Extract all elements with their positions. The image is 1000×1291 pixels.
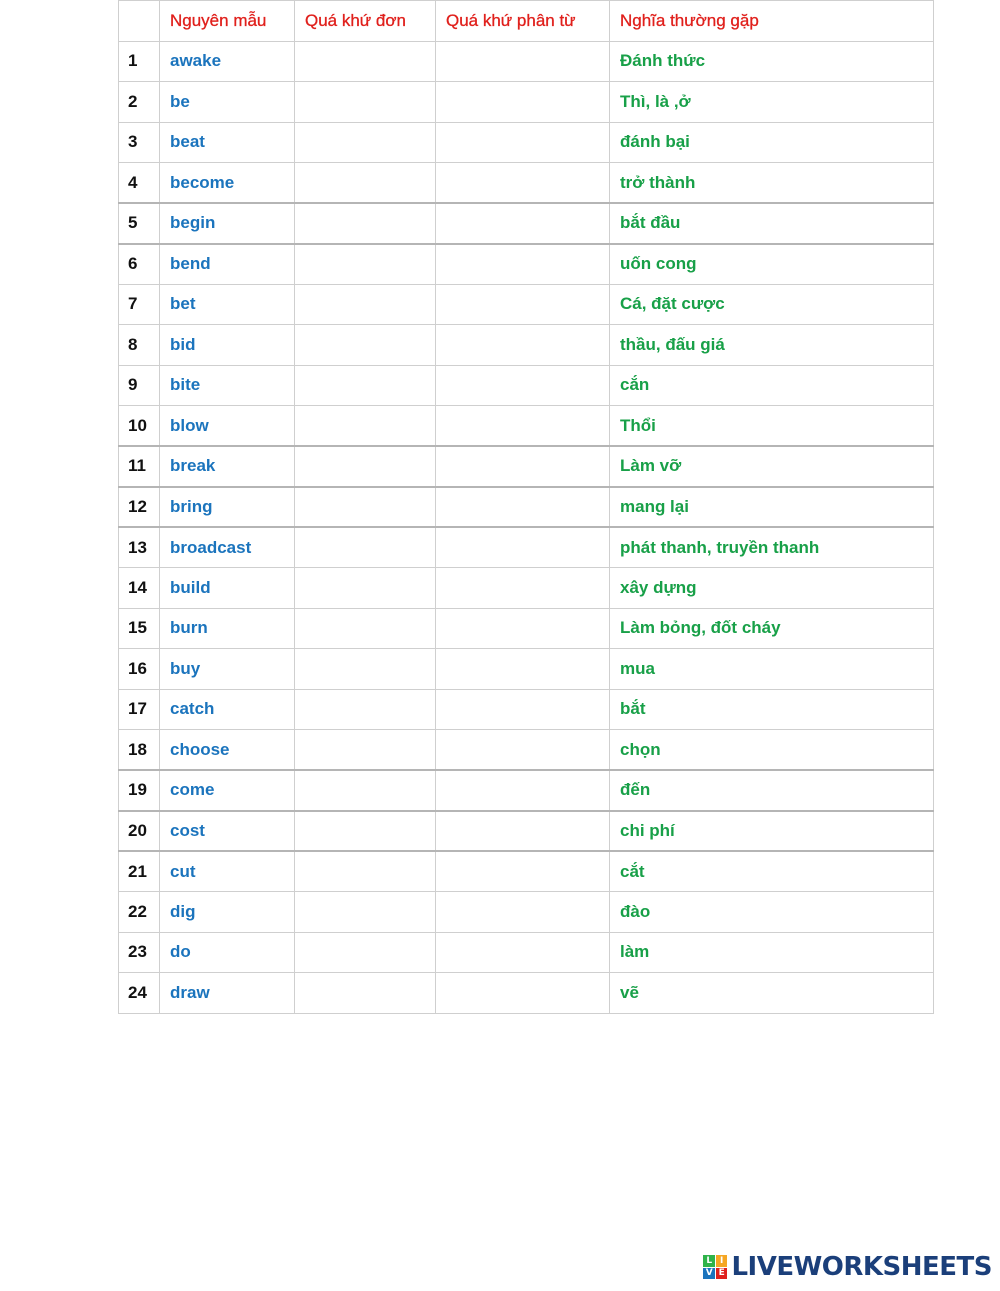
table-row bbox=[119, 122, 934, 163]
past-participle-input-cell[interactable] bbox=[436, 608, 610, 649]
table-row bbox=[119, 568, 934, 609]
base-form-cell: burn bbox=[160, 608, 295, 649]
row-number: 20 bbox=[119, 811, 160, 852]
base-form-cell: bite bbox=[160, 365, 295, 406]
past-simple-input-cell[interactable] bbox=[295, 608, 436, 649]
header-past-participle: Quá khứ phân từ bbox=[436, 1, 610, 42]
base-form-cell: beat bbox=[160, 122, 295, 163]
table-row bbox=[119, 325, 934, 366]
past-participle-input-cell[interactable] bbox=[436, 203, 610, 244]
past-participle-input-cell[interactable] bbox=[436, 568, 610, 609]
base-form-cell: bid bbox=[160, 325, 295, 366]
past-participle-input-cell[interactable] bbox=[436, 892, 610, 933]
base-form-cell: be bbox=[160, 82, 295, 123]
past-simple-input-cell[interactable] bbox=[295, 811, 436, 852]
table-row bbox=[119, 203, 934, 244]
base-form-cell: build bbox=[160, 568, 295, 609]
past-simple-input-cell[interactable] bbox=[295, 568, 436, 609]
past-participle-input-cell[interactable] bbox=[436, 527, 610, 568]
table-row bbox=[119, 244, 934, 285]
past-participle-input-cell[interactable] bbox=[436, 973, 610, 1014]
past-participle-input-cell[interactable] bbox=[436, 649, 610, 690]
row-number: 16 bbox=[119, 649, 160, 690]
past-simple-input-cell[interactable] bbox=[295, 406, 436, 447]
header-past-simple: Quá khứ đơn bbox=[295, 1, 436, 42]
table-row bbox=[119, 892, 934, 933]
table-row bbox=[119, 163, 934, 204]
past-participle-input-cell[interactable] bbox=[436, 122, 610, 163]
base-form-cell: choose bbox=[160, 730, 295, 771]
table-row bbox=[119, 649, 934, 690]
meaning-cell: xây dựng bbox=[610, 568, 934, 609]
meaning-cell: mua bbox=[610, 649, 934, 690]
past-participle-input-cell[interactable] bbox=[436, 851, 610, 892]
table-row bbox=[119, 82, 934, 123]
brand-text: LIVEWORKSHEETS bbox=[731, 1252, 992, 1282]
past-participle-input-cell[interactable] bbox=[436, 811, 610, 852]
row-number: 4 bbox=[119, 163, 160, 204]
base-form-cell: blow bbox=[160, 406, 295, 447]
past-simple-input-cell[interactable] bbox=[295, 122, 436, 163]
row-number: 19 bbox=[119, 770, 160, 811]
past-participle-input-cell[interactable] bbox=[436, 82, 610, 123]
meaning-cell: cắn bbox=[610, 365, 934, 406]
base-form-cell: become bbox=[160, 163, 295, 204]
past-participle-input-cell[interactable] bbox=[436, 487, 610, 528]
row-number: 11 bbox=[119, 446, 160, 487]
meaning-cell: vẽ bbox=[610, 973, 934, 1014]
row-number: 3 bbox=[119, 122, 160, 163]
past-simple-input-cell[interactable] bbox=[295, 244, 436, 285]
meaning-cell: Làm bỏng, đốt cháy bbox=[610, 608, 934, 649]
brand-icon-letter: I bbox=[716, 1255, 728, 1267]
past-participle-input-cell[interactable] bbox=[436, 689, 610, 730]
meaning-cell: chọn bbox=[610, 730, 934, 771]
meaning-cell: Thổi bbox=[610, 406, 934, 447]
header-num bbox=[119, 1, 160, 42]
table-row bbox=[119, 284, 934, 325]
past-simple-input-cell[interactable] bbox=[295, 730, 436, 771]
row-number: 12 bbox=[119, 487, 160, 528]
base-form-cell: cost bbox=[160, 811, 295, 852]
past-simple-input-cell[interactable] bbox=[295, 163, 436, 204]
past-simple-input-cell[interactable] bbox=[295, 932, 436, 973]
past-simple-input-cell[interactable] bbox=[295, 325, 436, 366]
meaning-cell: đến bbox=[610, 770, 934, 811]
brand-icon-letter: V bbox=[703, 1268, 715, 1280]
past-simple-input-cell[interactable] bbox=[295, 41, 436, 82]
table-row bbox=[119, 406, 934, 447]
meaning-cell: chi phí bbox=[610, 811, 934, 852]
past-simple-input-cell[interactable] bbox=[295, 649, 436, 690]
meaning-cell: Thì, là ,ở bbox=[610, 82, 934, 123]
meaning-cell: đánh bại bbox=[610, 122, 934, 163]
past-simple-input-cell[interactable] bbox=[295, 82, 436, 123]
past-simple-input-cell[interactable] bbox=[295, 770, 436, 811]
brand-icon-letter: E bbox=[716, 1268, 728, 1280]
past-participle-input-cell[interactable] bbox=[436, 41, 610, 82]
table-row bbox=[119, 689, 934, 730]
past-participle-input-cell[interactable] bbox=[436, 163, 610, 204]
meaning-cell: Làm vỡ bbox=[610, 446, 934, 487]
past-participle-input-cell[interactable] bbox=[436, 244, 610, 285]
past-participle-input-cell[interactable] bbox=[436, 770, 610, 811]
row-number: 18 bbox=[119, 730, 160, 771]
brand-icon-letter: L bbox=[703, 1255, 715, 1267]
table-row bbox=[119, 608, 934, 649]
past-simple-input-cell[interactable] bbox=[295, 973, 436, 1014]
row-number: 15 bbox=[119, 608, 160, 649]
meaning-cell: uốn cong bbox=[610, 244, 934, 285]
meaning-cell: bắt đầu bbox=[610, 203, 934, 244]
meaning-cell: Cá, đặt cược bbox=[610, 284, 934, 325]
base-form-cell: draw bbox=[160, 973, 295, 1014]
base-form-cell: bet bbox=[160, 284, 295, 325]
past-simple-input-cell[interactable] bbox=[295, 892, 436, 933]
row-number: 23 bbox=[119, 932, 160, 973]
past-simple-input-cell[interactable] bbox=[295, 487, 436, 528]
past-simple-input-cell[interactable] bbox=[295, 527, 436, 568]
table-row bbox=[119, 973, 934, 1014]
table-row bbox=[119, 41, 934, 82]
meaning-cell: cắt bbox=[610, 851, 934, 892]
base-form-cell: bring bbox=[160, 487, 295, 528]
row-number: 8 bbox=[119, 325, 160, 366]
past-participle-input-cell[interactable] bbox=[436, 365, 610, 406]
table-row bbox=[119, 770, 934, 811]
meaning-cell: mang lại bbox=[610, 487, 934, 528]
base-form-cell: break bbox=[160, 446, 295, 487]
meaning-cell: Đánh thức bbox=[610, 41, 934, 82]
past-simple-input-cell[interactable] bbox=[295, 446, 436, 487]
base-form-cell: awake bbox=[160, 41, 295, 82]
past-participle-input-cell[interactable] bbox=[436, 406, 610, 447]
meaning-cell: trở thành bbox=[610, 163, 934, 204]
table-row bbox=[119, 365, 934, 406]
base-form-cell: come bbox=[160, 770, 295, 811]
past-simple-input-cell[interactable] bbox=[295, 203, 436, 244]
base-form-cell: broadcast bbox=[160, 527, 295, 568]
base-form-cell: dig bbox=[160, 892, 295, 933]
past-participle-input-cell[interactable] bbox=[436, 730, 610, 771]
table-row bbox=[119, 932, 934, 973]
past-simple-input-cell[interactable] bbox=[295, 365, 436, 406]
header-base-form: Nguyên mẫu bbox=[160, 1, 295, 42]
base-form-cell: do bbox=[160, 932, 295, 973]
base-form-cell: buy bbox=[160, 649, 295, 690]
meaning-cell: phát thanh, truyền thanh bbox=[610, 527, 934, 568]
meaning-cell: thầu, đấu giá bbox=[610, 325, 934, 366]
row-number: 24 bbox=[119, 973, 160, 1014]
liveworksheets-logo bbox=[703, 1251, 992, 1283]
row-number: 7 bbox=[119, 284, 160, 325]
header-row bbox=[119, 1, 934, 42]
base-form-cell: bend bbox=[160, 244, 295, 285]
table-row bbox=[119, 487, 934, 528]
row-number: 10 bbox=[119, 406, 160, 447]
past-participle-input-cell[interactable] bbox=[436, 284, 610, 325]
verb-table bbox=[118, 0, 934, 1014]
base-form-cell: cut bbox=[160, 851, 295, 892]
row-number: 17 bbox=[119, 689, 160, 730]
base-form-cell: begin bbox=[160, 203, 295, 244]
row-number: 2 bbox=[119, 82, 160, 123]
table-row bbox=[119, 446, 934, 487]
past-participle-input-cell[interactable] bbox=[436, 446, 610, 487]
liveworksheets-icon bbox=[703, 1255, 727, 1279]
past-simple-input-cell[interactable] bbox=[295, 689, 436, 730]
base-form-cell: catch bbox=[160, 689, 295, 730]
row-number: 6 bbox=[119, 244, 160, 285]
table-row bbox=[119, 527, 934, 568]
table-row bbox=[119, 730, 934, 771]
meaning-cell: làm bbox=[610, 932, 934, 973]
row-number: 5 bbox=[119, 203, 160, 244]
row-number: 21 bbox=[119, 851, 160, 892]
past-simple-input-cell[interactable] bbox=[295, 284, 436, 325]
header-meaning: Nghĩa thường gặp bbox=[610, 1, 934, 42]
row-number: 1 bbox=[119, 41, 160, 82]
row-number: 14 bbox=[119, 568, 160, 609]
table-row bbox=[119, 851, 934, 892]
row-number: 13 bbox=[119, 527, 160, 568]
table-row bbox=[119, 811, 934, 852]
row-number: 22 bbox=[119, 892, 160, 933]
meaning-cell: đào bbox=[610, 892, 934, 933]
past-simple-input-cell[interactable] bbox=[295, 851, 436, 892]
past-participle-input-cell[interactable] bbox=[436, 325, 610, 366]
meaning-cell: bắt bbox=[610, 689, 934, 730]
past-participle-input-cell[interactable] bbox=[436, 932, 610, 973]
row-number: 9 bbox=[119, 365, 160, 406]
